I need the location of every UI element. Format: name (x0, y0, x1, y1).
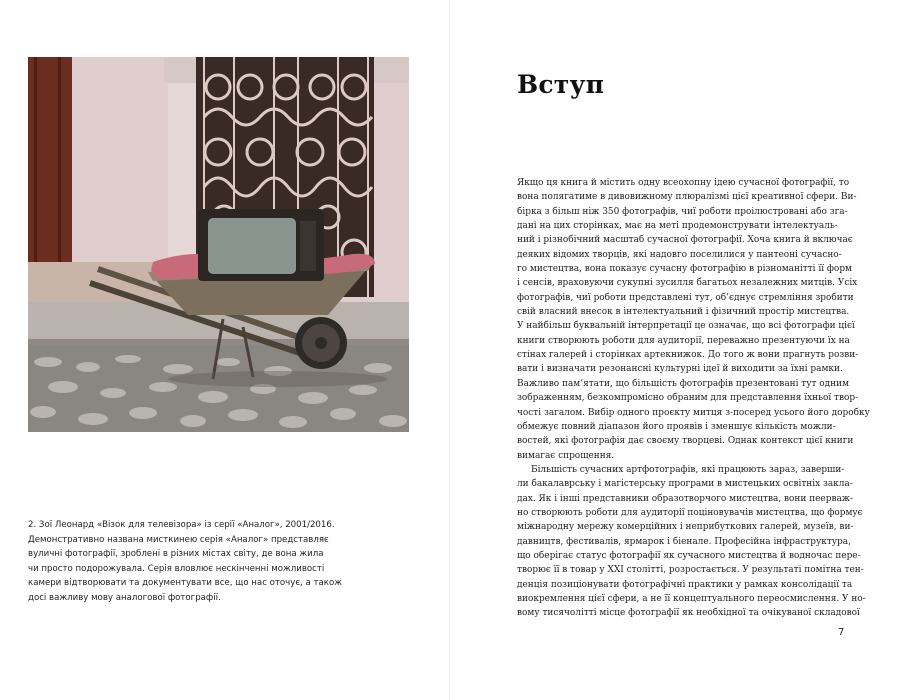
chapter-title: Вступ (517, 70, 605, 99)
body-line: вати і визначати резонансні культурні ідеї й виходити за їхні рамки. (517, 364, 843, 375)
body-line: обмежує повний діапазон його проявів і зменшує кількість можли- (517, 421, 836, 432)
body-line: чості загалом. Вибір одного проєкту митця з-посеред усього його доробку (517, 407, 870, 418)
body-line: зображенням, безкомпромісно обраним для представлення їхньої твор- (517, 393, 859, 404)
body-line: фотографів, чиї роботи представлені тут, об’єднує стремління зробити (517, 292, 854, 303)
body-line: книги створюють роботи для аудиторії, переважно презентуючи їх на (517, 335, 850, 346)
body-line: вому тисячолітті місце фотографії як необхідної та очікуваної складової (517, 608, 860, 619)
body-line: дані на цих сторінках, має на меті продемонструвати інтелектуаль- (517, 221, 838, 232)
body-line: виокремлення цієї сфери, а не її концептуального переосмислення. У но- (517, 593, 866, 604)
body-line: востей, які фотографія дає своєму творцеві. Однак контекст цієї книги (517, 436, 854, 447)
body-line: У найбільш буквальній інтерпретації це означає, що всі фотографи цієї (517, 321, 855, 332)
caption-line: досі важливу мову аналогової фотографії. (28, 592, 221, 603)
body-line: деяких відомих творців, які надовго поселилися у пантеоні сучасно- (517, 249, 842, 260)
body-text (517, 176, 870, 621)
body-line: Важливо пам’ятати, що більшість фотографів презентовані тут одним (517, 378, 850, 389)
caption-line: вуличні фотографії, зроблені в різних містах світу, де вона жила (28, 549, 324, 560)
body-line: давництв, фестивалів, ярмарок і біенале. Професійна інфраструктура, (517, 536, 851, 547)
body-line: Більшість сучасних артфотографів, які працюють зараз, заверши- (531, 464, 845, 475)
body-line: но створюють роботи для аудиторії поціновувачів мистецтва, що формує (517, 507, 863, 518)
figure-photo (28, 57, 409, 432)
body-line: що оберігає статус фотографії як сучасного мистецтва й водночас пере- (517, 550, 861, 561)
caption-line: чи просто подорожувала. Серія вловлює нескінченні можливості (28, 563, 325, 574)
body-line: міжнародну мережу комерційних і неприбуткових галерей, музеїв, ви- (517, 522, 854, 533)
body-line: бірка з більш ніж 350 фотографів, чиї роботи проілюстровані або зга- (517, 206, 848, 217)
body-line: го мистецтва, вона показує сучасну фотографію в різноманітті її форм (517, 264, 852, 275)
caption-line: камери відтворювати та документувати все, що нас оточує, а також (28, 578, 342, 589)
body-line: і сенсів, враховуючи сукупні зусилля багатьох незалежних митців. Усіх (517, 278, 858, 289)
body-line: творює її в товар у XXI столітті, розростається. У результаті помітна тен- (517, 565, 864, 576)
body-line: свій власний внесок в інтелектуальний і фізичний простір мистецтва. (517, 307, 850, 318)
body-line: Якщо ця книга й містить одну всеохопну ідею сучасної фотографії, то (517, 178, 850, 188)
caption-line: 2. Зої Леонард «Візок для телевізора» із серії «Аналог», 2001/2016. (28, 520, 335, 530)
body-line: стінах галерей і сторінках артекнижок. До того ж вони прагнуть розви- (517, 350, 859, 361)
page-number: 7 (838, 627, 845, 638)
body-line: дах. Як і інші представники образотворчого мистецтва, вони пеерваж- (517, 493, 854, 504)
body-line: ний і різнобічний масштаб сучасної фотографії. Хоча книга й включає (517, 235, 853, 246)
body-line: вона полягатиме в дивовижному плюралізмі цієї креативної сфери. Ви- (517, 192, 857, 203)
figure-caption (28, 518, 358, 606)
body-line: денція позиціонувати фотографічні практики у рамках консолідації та (517, 579, 853, 590)
body-line: ли бакалаврську і магістерську програми в мистецьких освітніх закла- (517, 479, 853, 490)
caption-line: Демонстративно названа мисткинею серія «Аналог» представляє (28, 534, 329, 545)
body-line: вимагає спрощення. (517, 450, 615, 461)
page-gutter (449, 0, 450, 700)
wheelbarrow-tv-photo (28, 57, 409, 432)
